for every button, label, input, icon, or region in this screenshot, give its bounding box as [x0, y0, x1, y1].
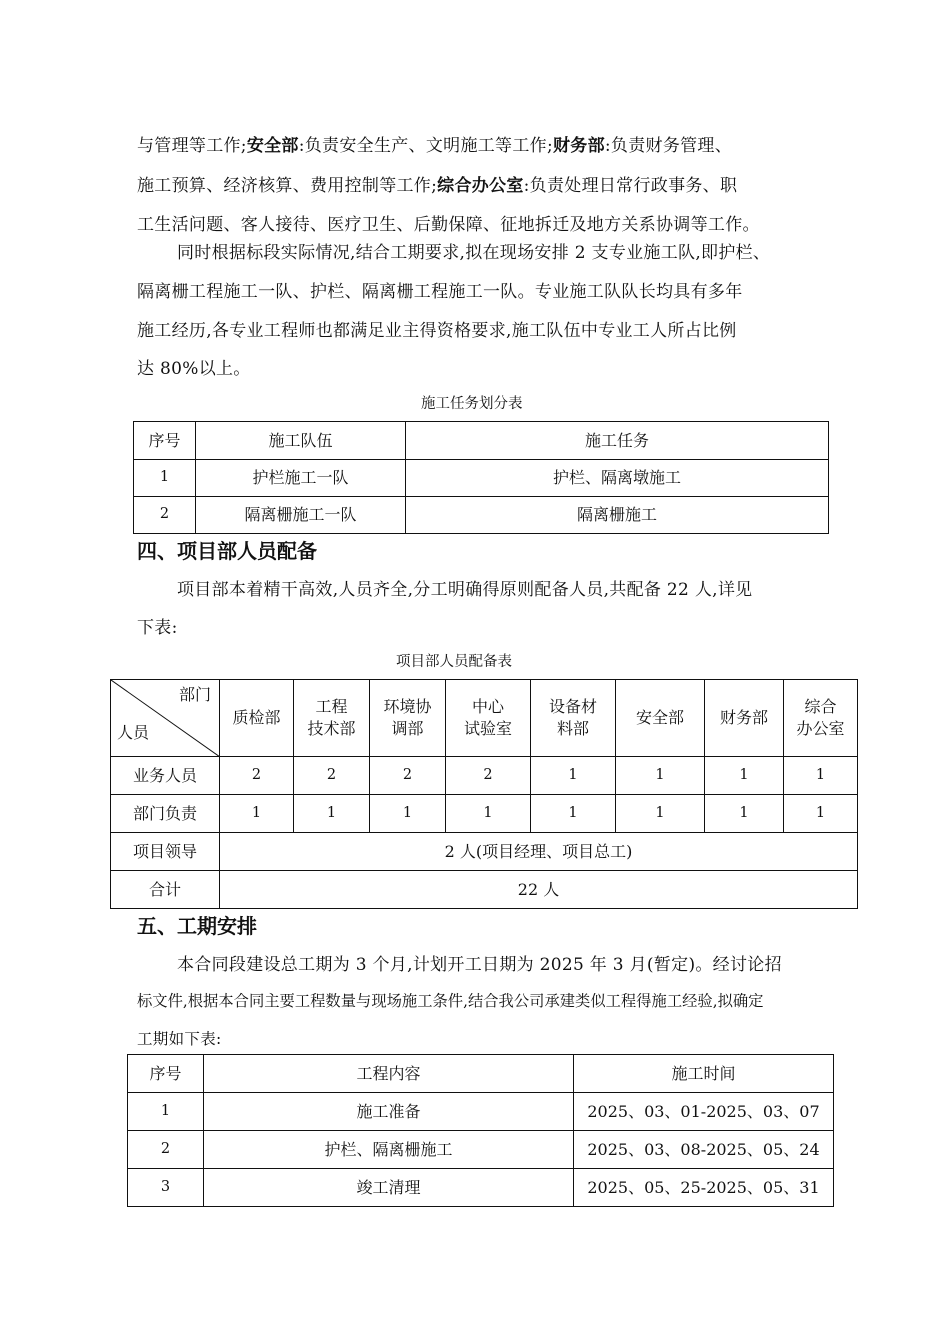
cell: 1 [294, 795, 370, 833]
dept-header: 环境协 调部 [370, 680, 446, 757]
table-row [128, 1131, 834, 1169]
header-cell: 施工队伍 [196, 422, 406, 460]
bold-term-office: 综合办公室 [437, 176, 524, 196]
table2-caption: 项目部人员配备表 [396, 654, 512, 670]
table-row [128, 1093, 834, 1131]
table-row [128, 1055, 834, 1093]
text: :负责处理日常行政事务、职 [523, 176, 738, 196]
corner-person-label: 人员 [117, 723, 150, 743]
cell: 2025、05、25-2025、05、31 [574, 1169, 834, 1207]
cell: 1 [705, 757, 784, 795]
cell: 隔离栅施工 [406, 497, 829, 534]
row-label: 合计 [111, 871, 220, 909]
section5-line2: 标文件,根据本合同主要工程数量与现场施工条件,结合我公司承建类似工程得施工经验,拟确定 [137, 992, 764, 1010]
merged-cell: 22 人 [220, 871, 858, 909]
para1-line2 [137, 171, 737, 196]
dept-header: 综合 办公室 [784, 680, 858, 757]
header-cell: 施工任务 [406, 422, 829, 460]
text: 施工预算、经济核算、费用控制等工作; [137, 176, 438, 196]
cell: 护栏、隔离栅施工 [204, 1131, 574, 1169]
table-row [111, 757, 858, 795]
cell: 护栏施工一队 [196, 460, 406, 497]
table-row [111, 833, 858, 871]
cell: 2 [134, 497, 196, 534]
section4-heading: 四、项目部人员配备 [137, 539, 317, 563]
para2-line1: 同时根据标段实际情况,结合工期要求,拟在现场安排 2 支专业施工队,即护栏、 [177, 243, 771, 263]
merged-cell: 2 人(项目经理、项目总工) [220, 833, 858, 871]
cell: 1 [446, 795, 531, 833]
dept-header: 工程 技术部 [294, 680, 370, 757]
cell: 1 [220, 795, 294, 833]
dept-header: 质检部 [220, 680, 294, 757]
table-row [134, 422, 829, 460]
staffing-table [110, 679, 858, 909]
table-row [111, 680, 858, 757]
para2-line4: 达 80%以上。 [137, 359, 251, 379]
para1-line1 [137, 131, 732, 156]
row-label: 业务人员 [111, 757, 220, 795]
section5-line1: 本合同段建设总工期为 3 个月,计划开工日期为 2025 年 3 月(暂定)。经讨论招 [177, 955, 782, 975]
row-label: 项目领导 [111, 833, 220, 871]
table-row [111, 871, 858, 909]
dept-header: 中心 试验室 [446, 680, 531, 757]
cell: 1 [784, 757, 858, 795]
dept-header: 安全部 [616, 680, 705, 757]
header-cell: 序号 [134, 422, 196, 460]
bold-term-finance: 财务部 [553, 136, 605, 156]
corner-dept-label: 部门 [178, 685, 211, 704]
dept-header: 设备材 料部 [531, 680, 616, 757]
cell: 3 [128, 1169, 204, 1207]
cell: 1 [784, 795, 858, 833]
header-cell: 序号 [128, 1055, 204, 1093]
cell: 1 [531, 795, 616, 833]
cell: 2 [446, 757, 531, 795]
row-label: 部门负责 [111, 795, 220, 833]
corner-cell [111, 680, 220, 757]
cell: 2 [294, 757, 370, 795]
task-division-table [133, 421, 829, 534]
cell: 2 [370, 757, 446, 795]
cell: 护栏、隔离墩施工 [406, 460, 829, 497]
cell: 1 [128, 1093, 204, 1131]
cell: 2 [220, 757, 294, 795]
cell: 1 [370, 795, 446, 833]
cell: 2 [128, 1131, 204, 1169]
header-cell: 工程内容 [204, 1055, 574, 1093]
table-row [111, 795, 858, 833]
cell: 2025、03、01-2025、03、07 [574, 1093, 834, 1131]
cell: 1 [616, 795, 705, 833]
bold-term-safety: 安全部 [246, 136, 299, 156]
section4-line2: 下表: [137, 618, 178, 638]
table1-caption: 施工任务划分表 [421, 396, 523, 412]
cell: 1 [531, 757, 616, 795]
text: :负责安全生产、文明施工等工作; [298, 136, 553, 156]
section4-line1: 项目部本着精干高效,人员齐全,分工明确得原则配备人员,共配备 22 人,详见 [177, 580, 753, 600]
cell: 2025、03、08-2025、05、24 [574, 1131, 834, 1169]
cell: 1 [134, 460, 196, 497]
para2-line2: 隔离栅工程施工一队、护栏、隔离栅工程施工一队。专业施工队队长均具有多年 [137, 282, 743, 302]
cell: 隔离栅施工一队 [196, 497, 406, 534]
cell: 施工准备 [204, 1093, 574, 1131]
section5-heading: 五、工期安排 [137, 914, 257, 938]
cell: 1 [705, 795, 784, 833]
section5-line3: 工期如下表: [137, 1030, 222, 1048]
header-cell: 施工时间 [574, 1055, 834, 1093]
para1-line3: 工生活问题、客人接待、医疗卫生、后勤保障、征地拆迁及地方关系协调等工作。 [137, 215, 760, 235]
table-row [134, 460, 829, 497]
cell: 1 [616, 757, 705, 795]
text: 与管理等工作; [137, 136, 247, 156]
cell: 竣工清理 [204, 1169, 574, 1207]
table-row [128, 1169, 834, 1207]
para2-line3: 施工经历,各专业工程师也都满足业主得资格要求,施工队伍中专业工人所占比例 [137, 321, 737, 341]
table-row [134, 497, 829, 534]
schedule-table [127, 1054, 834, 1207]
text: :负责财务管理、 [604, 136, 733, 156]
dept-header: 财务部 [705, 680, 784, 757]
